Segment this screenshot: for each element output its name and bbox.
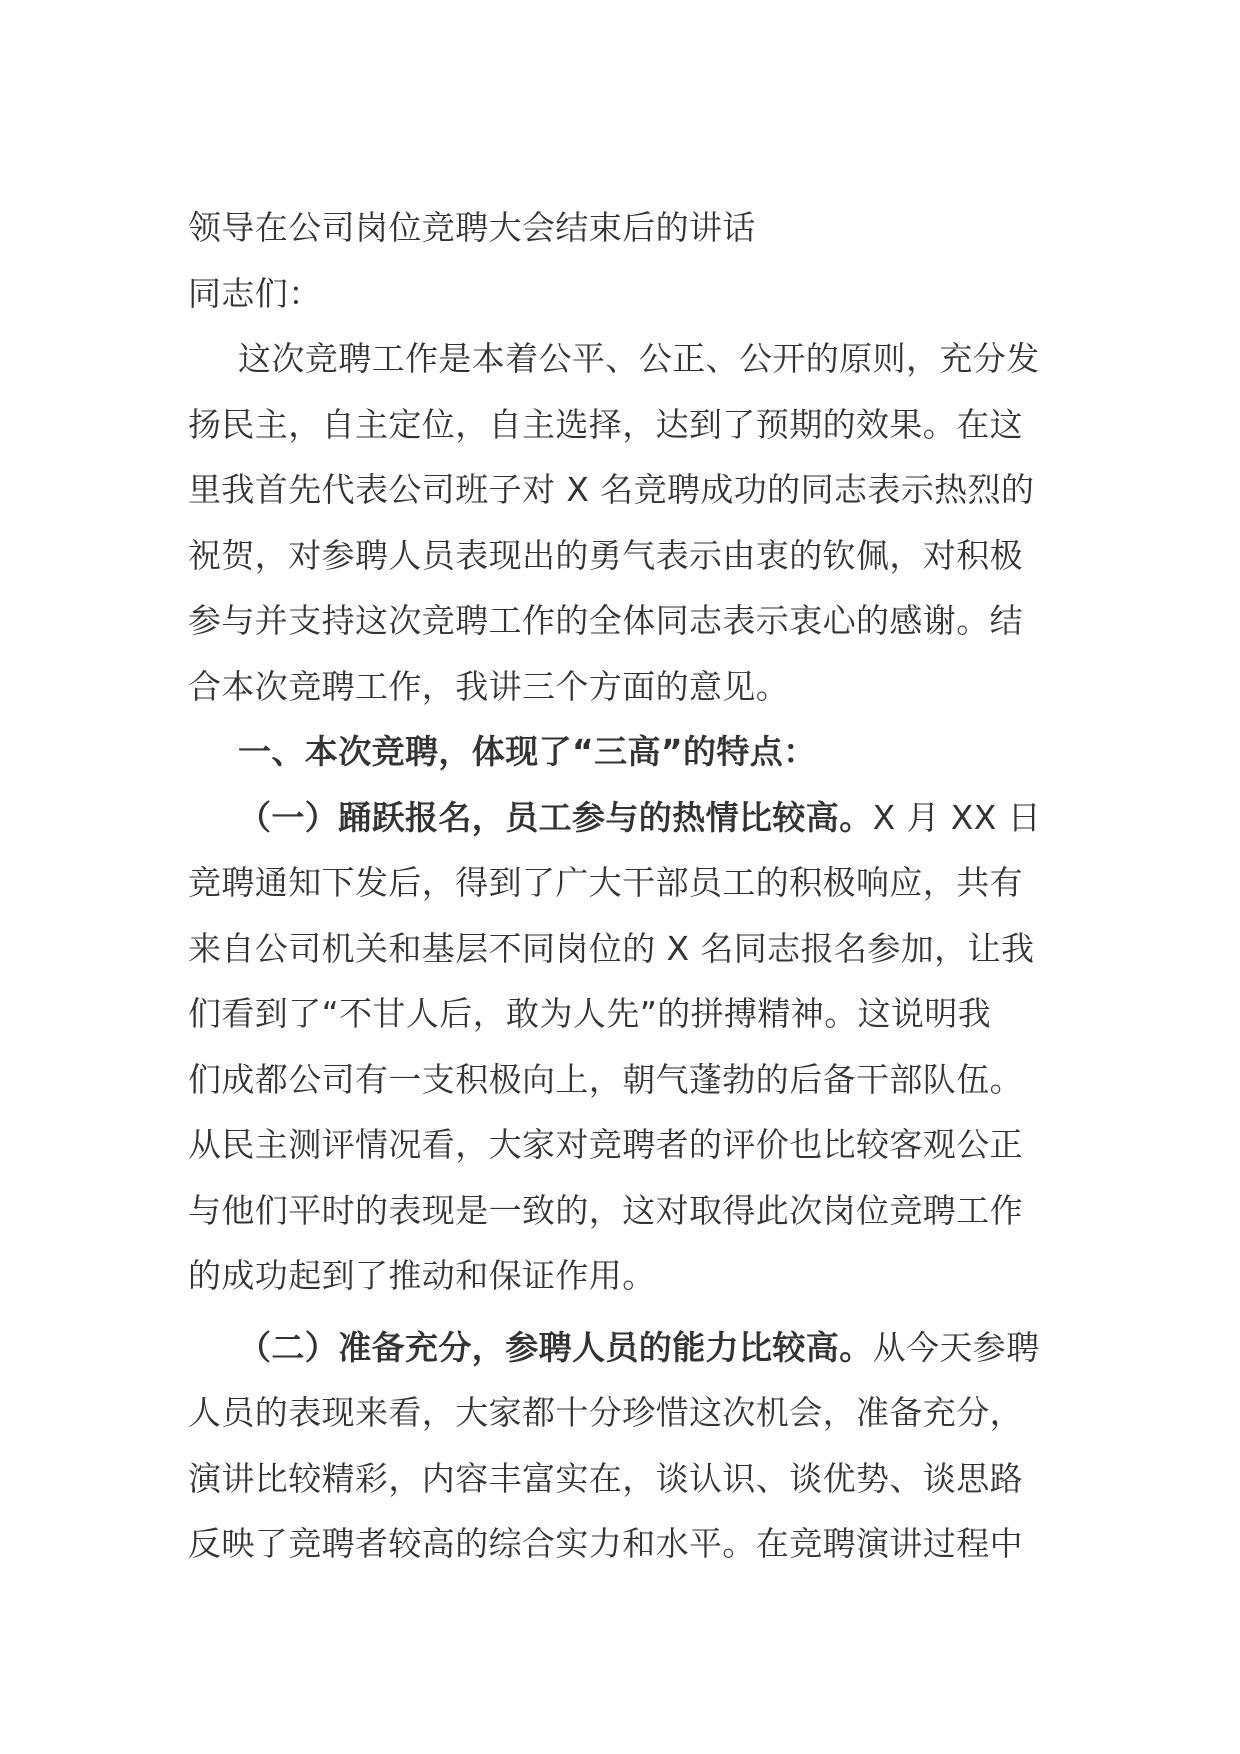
subsection-2 <box>188 1315 1054 1577</box>
paragraph-line: 祝贺，对参聘人员表现出的勇气表示由衷的钦佩，对积极 <box>188 535 1023 575</box>
paragraph-line: 来自公司机关和基层不同岗位的 X 名同志报名参加，让我 <box>188 928 1035 968</box>
paragraph-line: 的成功起到了推动和保证作用。 <box>188 1256 656 1295</box>
paragraph-line: 们成都公司有一支积极向上，朝气蓬勃的后备干部队伍。 <box>188 1059 1023 1099</box>
paragraph-line: 合本次竞聘工作，我讲三个方面的意见。 <box>188 666 790 706</box>
paragraph-line: 这次竞聘工作是本着公平、公正、公开的原则，充分发 <box>238 339 1040 378</box>
subsection-first-line <box>188 785 1054 851</box>
subsection-text: 从今天参聘 <box>872 1327 1040 1367</box>
document-page <box>188 195 1054 1577</box>
paragraph-line: 参与并支持这次竞聘工作的全体同志表示衷心的感谢。结 <box>188 601 1023 640</box>
paragraph-line: 演讲比较精彩，内容丰富实在，谈认识、谈优势、谈思路 <box>188 1458 1023 1498</box>
subsection-1 <box>188 785 1054 1309</box>
paragraph-line: 反映了竞聘者较高的综合实力和水平。在竞聘演讲过程中 <box>188 1524 1023 1563</box>
subsection-heading: （二）准备充分，参聘人员的能力比较高。 <box>238 1327 873 1367</box>
paragraph-line: 扬民主，自主定位，自主选择，达到了预期的效果。在这 <box>188 404 1023 444</box>
subsection-first-line <box>188 1315 1054 1381</box>
paragraph-line: 们看到了“不甘人后，敢为人先”的拼搏精神。这说明我 <box>188 994 992 1033</box>
paragraph-intro <box>188 326 1054 719</box>
subsection-heading: （一）踊跃报名，员工参与的热情比较高。 <box>238 797 873 837</box>
paragraph-line: 里我首先代表公司班子对 X 名竞聘成功的同志表示热烈的 <box>188 470 1035 509</box>
paragraph-line: 从民主测评情况看，大家对竞聘者的评价也比较客观公正 <box>188 1125 1023 1164</box>
paragraph-line: 人员的表现来看，大家都十分珍惜这次机会，准备充分， <box>188 1393 1023 1432</box>
subsection-text: X 月 XX 日 <box>872 797 1042 837</box>
paragraph-line: 竞聘通知下发后，得到了广大干部员工的积极响应，共有 <box>188 863 1023 902</box>
document-title: 领导在公司岗位竞聘大会结束后的讲话 <box>188 208 756 247</box>
section-heading: 一、本次竞聘，体现了“三高”的特点： <box>238 732 817 771</box>
salutation: 同志们： <box>188 273 322 313</box>
paragraph-line: 与他们平时的表现是一致的，这对取得此次岗位竞聘工作 <box>188 1190 1023 1230</box>
